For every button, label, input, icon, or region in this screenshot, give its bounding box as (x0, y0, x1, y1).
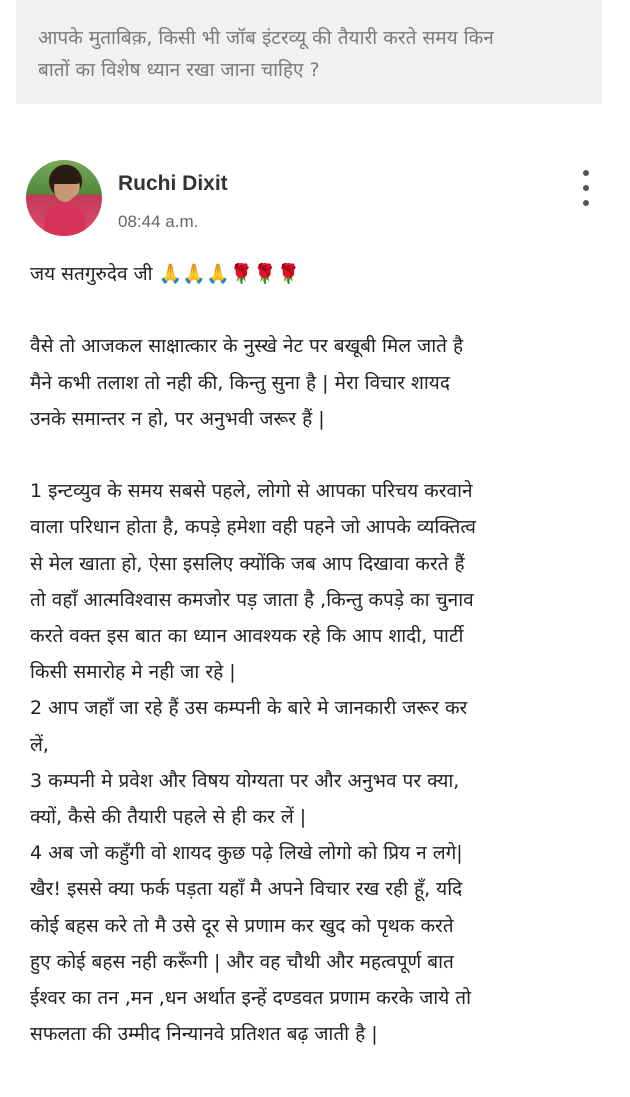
more-dot (583, 200, 589, 206)
author-name[interactable]: Ruchi Dixit (118, 172, 228, 195)
avatar-hair (50, 168, 80, 184)
more-dot (583, 185, 589, 191)
question-card[interactable] (16, 0, 602, 104)
avatar-body (44, 204, 86, 236)
avatar[interactable] (26, 160, 102, 236)
more-vertical-icon[interactable] (576, 170, 596, 206)
post-header (26, 160, 606, 240)
post-body: जय सतगुरुदेव जी 🙏🙏🙏🌹🌹🌹 वैसे तो आजकल साक्षात्कार के नुस्खे नेट पर बखूबी मिल जाते है मैने कभी तलाश तो नही की, किन्तु सुना है | मेरा विचार शायद उनके समान्तर न हो, पर अनुभवी जरूर हैं | 1 इन्टव्युव के समय सबसे पहले, लोगो से आपका परिचय करवाने वाला परिधान होता है, कपड़े हमेशा वही पहने जो आपके व्यक्तित्व से मेल खाता हो, ऐसा इसलिए क्योंकि जब आप दिखावा करते हैं तो वहाँ आत्मविश्वास कमजोर पड़ जाता है ,किन्तु कपड़े का चुनाव करते वक्त इस बात का ध्यान आवश्यक रहे कि आप शादी, पार्टी किसी समारोह मे नही जा रहे | 2 आप जहाँ जा रहे हैं उस कम्पनी के बारे मे जानकारी जरूर कर लें, 3 कम्पनी मे प्रवेश और विषय योग्यता पर और अनुभव पर क्या, क्यों, कैसे की तैयारी पहले से ही कर लें | 4 अब जो कहुँगी वो शायद कुछ पढ़े लिखे लोगो को प्रिय न लगे| खैर! इससे क्या फर्क पड़ता यहाँ मै अपने विचार रख रही हूँ, यदि कोई बहस करे तो मै उसे दूर से प्रणाम कर खुद को पृथक करते हुए कोई बहस नही करूँगी | और वह चौथी और महत्वपूर्ण बात ईश्वर का तन ,मन ,धन अर्थात इन्हें दण्डवत प्रणाम करके जाये तो सफलता की उम्मीद निन्यानवे प्रतिशत बढ़ जाती है | (30, 263, 476, 1046)
post-time: 08:44 a.m. (118, 212, 199, 231)
more-dot (583, 170, 589, 176)
question-text: आपके मुताबिक़, किसी भी जॉब इंटरव्यू की तैयारी करते समय किन बातों का विशेष ध्यान रखा जाना चाहिए ? (38, 27, 494, 81)
